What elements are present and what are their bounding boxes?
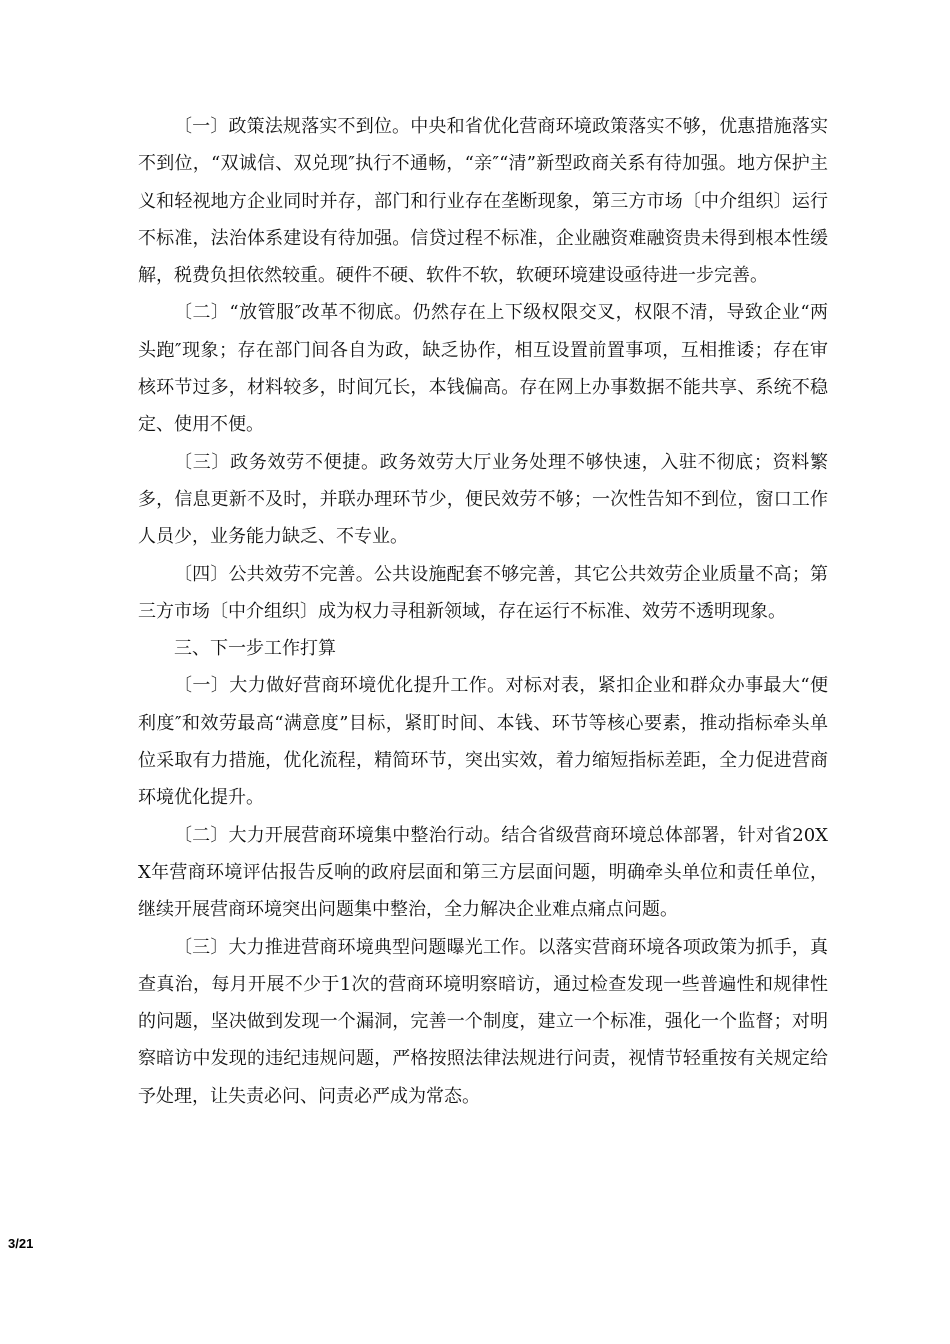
paragraph-government-service: 〔三〕政务效劳不便捷。政务效劳大厅业务处理不够快速，入驻不彻底；资料繁多，信息更新不及时，并联办理环节少，便民效劳不够；一次性告知不到位，窗口工作人员少，业务能力缺乏、不专业。 — [138, 451, 828, 548]
paragraph-policy-implementation: 〔一〕政策法规落实不到位。中央和省优化营商环境政策落实不够，优惠措施落实不到位，“双诚信、双兑现″执行不通畅，“亲″“清”新型政商关系有待加强。地方保护主义和轻视地方企业同时并存，部门和行业存在垄断现象，第三方市场〔中介组织〕运行不标准，法治体系建设有待加强。信贷过程不标准，企业融资难融资贵未得到根本性缓解，税费负担依然较重。硬件不硬、软件不软，软硬环境建设亟待进一步完善。 — [138, 116, 828, 287]
section-heading-next-steps: 三、下一步工作打算 — [174, 638, 336, 660]
page-indicator: 3/21 — [8, 1236, 34, 1251]
document-body — [138, 108, 828, 1115]
paragraph-optimization: 〔一〕大力做好营商环境优化提升工作。对标对表，紧扣企业和群众办事最大“便利度″和效劳最高“满意度”目标，紧盯时间、本钱、环节等核心要素，推动指标牵头单位采取有力措施，优化流程，精简环节，突出实效，着力缩短指标差距，全力促进营商环境优化提升。 — [138, 675, 828, 809]
paragraph-exposure: 〔三〕大力推进营商环境典型问题曝光工作。以落实营商环境各项政策为抓手，真查真治，每月开展不少于1次的营商环境明察暗访，通过检查发现一些普遍性和规律性的问题，坚决做到发现一个漏洞，完善一个制度，建立一个标准，强化一个监督；对明察暗访中发现的违纪违规问题，严格按照法律法规进行问责，视情节轻重按有关规定给予处理，让失责必问、问责必严成为常态。 — [138, 936, 828, 1107]
paragraph-reform: 〔二〕“放管服″改革不彻底。仍然存在上下级权限交叉，权限不清，导致企业“两头跑″现象；存在部门间各自为政，缺乏协作，相互设置前置事项，互相推诿；存在审核环节过多，材料较多，时间冗长，本钱偏高。存在网上办事数据不能共享、系统不稳定、使用不便。 — [138, 302, 828, 436]
paragraph-public-service: 〔四〕公共效劳不完善。公共设施配套不够完善，其它公共效劳企业质量不高；第三方市场〔中介组织〕成为权力寻租新领域，存在运行不标准、效劳不透明现象。 — [138, 563, 828, 622]
paragraph-rectification: 〔二〕大力开展营商环境集中整治行动。结合省级营商环境总体部署，针对省20XX年营商环境评估报告反响的政府层面和第三方层面问题，明确牵头单位和责任单位，继续开展营商环境突出问题集中整治，全力解决企业难点痛点问题。 — [138, 824, 828, 921]
